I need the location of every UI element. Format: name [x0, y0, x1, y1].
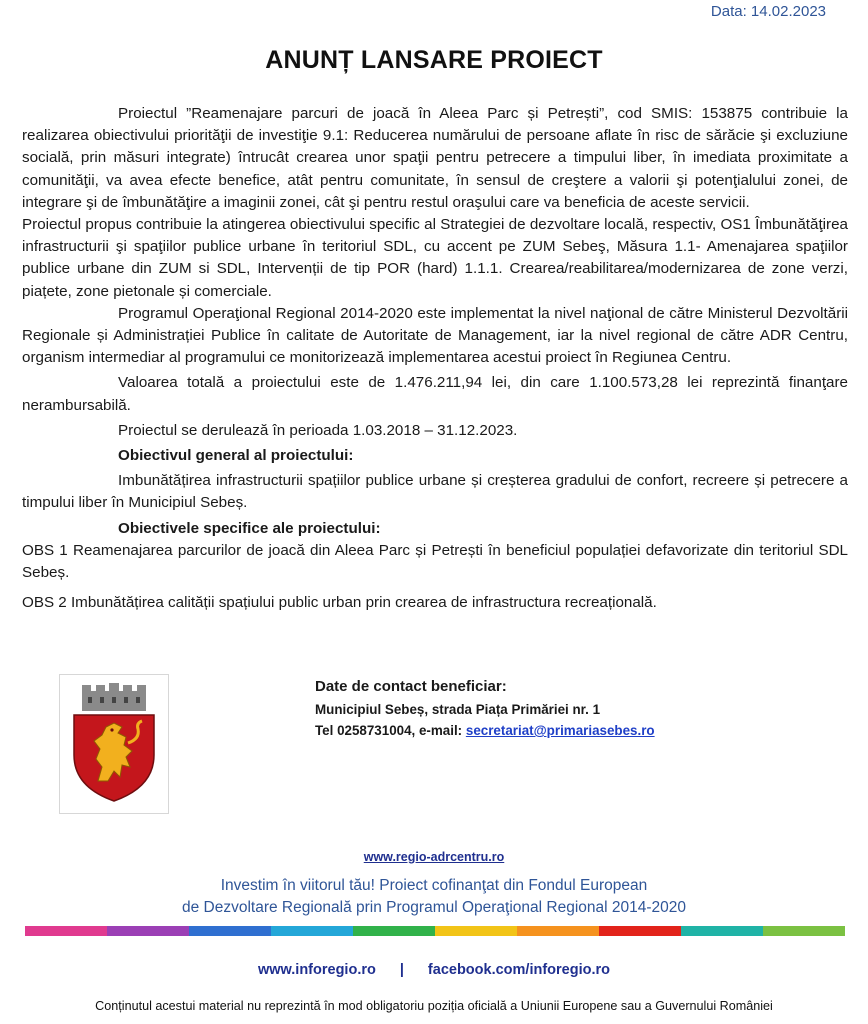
- slogan-line-1: Investim în viitorul tău! Proiect cofinanţat din Fondul European: [220, 877, 648, 894]
- objective-obs1: OBS 1 Reamenajarea parcurilor de joacă din Aleea Parc și Petrești în beneficiul populației defavorizate din teritoriul SDL Sebeș.: [22, 541, 848, 582]
- inforegio-link[interactable]: www.inforegio.ro: [257, 962, 376, 978]
- objective-obs2: OBS 2 Imbunătățirea calității spațiului public urban prin crearea de infrastructura recreațională.: [22, 594, 657, 612]
- paragraph-strategy: Proiectul propus contribuie la atingerea obiectivului specific al Strategiei de dezvoltare locală, respectiv, OS1 Îmbunătăţirea infrastructurii şi spaţiilor publice urbane în teritoriul SDL, cu accent pe ZUM Sebeş, Măsura 1.1- Amenajarea spaţiilor publice urbane din ZUM si SDL, Intervenții de tip POR (hard) 1.1.1. Crearea/reabilitarea/modernizarea de zone verzi, piațete, zone pietonale și comerciale.: [22, 216, 848, 300]
- email-link[interactable]: secretariat@primariasebes.ro: [465, 723, 655, 738]
- stripe-segment: [189, 926, 271, 936]
- contact-block: [315, 676, 655, 741]
- stripe-segment: [353, 926, 435, 936]
- stripe-segment: [599, 926, 681, 936]
- paragraph-general-objective: Imbunătățirea infrastructurii spațiilor publice urbane și creșterea gradului de confort, recreere și petrecere a timpului liber în Municipiul Sebeș.: [22, 472, 848, 512]
- paragraph-period: Proiectul se derulează în perioada 1.03.2018 – 31.12.2023.: [118, 421, 518, 439]
- date-label: Data: 14.02.2023: [710, 3, 826, 20]
- stripe-segment: [25, 926, 107, 936]
- slogan-line-2: de Dezvoltare Regională prin Programul Operaţional Regional 2014-2020: [181, 899, 687, 916]
- contact-phone-email: [315, 720, 655, 741]
- stripe-segment: [681, 926, 763, 936]
- stripe-segment: [107, 926, 189, 936]
- contact-address: Municipiul Sebeș, strada Piața Primăriei nr. 1: [315, 702, 601, 717]
- announcement-body: [22, 103, 848, 614]
- sebes-coat-of-arms: [59, 674, 169, 814]
- footer-separator: |: [399, 962, 404, 978]
- footer-links: [0, 962, 868, 978]
- stripe-segment: [271, 926, 353, 936]
- stripe-segment: [517, 926, 599, 936]
- paragraph-value: Valoarea totală a proiectului este de 1.476.211,94 lei, din care 1.100.573,28 lei reprezintă finanţare nerambursabilă.: [22, 374, 848, 414]
- coat-of-arms-icon: [68, 683, 160, 805]
- heading-general-objective: Obiectivul general al proiectului:: [118, 447, 354, 465]
- facebook-link[interactable]: facebook.com/inforegio.ro: [427, 962, 611, 978]
- paragraph-programme: Programul Operaţional Regional 2014-2020 este implementat la nivel naţional de către Ministerul Dezvoltării Regionale și Administrației Publice în calitate de Autoritate de Management, iar la nivel regional de către ADR Centru, organism intermediar al programului ce monitorizează implementarea acestui proiect în Regiunea Centru.: [22, 304, 848, 367]
- funding-slogan: [0, 875, 868, 919]
- contact-heading: Date de contact beneficiar:: [315, 678, 507, 695]
- paragraph-project-intro: Proiectul ”Reamenajare parcuri de joacă în Aleea Parc și Petrești”, cod SMIS: 153875 contribuie la realizarea obiectivului priorităţii de investiţie 9.1: Reducerea numărului de persoane aflate în risc de sărăcie şi excluziune socială, prin măsuri integrate) întrucât crearea unor spaţii pentru petrecere a timpului liber, în imediata proximitate a comunităţii, va avea efecte benefice, atât pentru comunitate, în sensul de creştere a valorii şi potenţialului zonei, de integrare şi de îmbunătăţire a imaginii zonei, cât şi pentru restul oraşului care va beneficia de aceste servicii.: [22, 105, 848, 211]
- regio-adrcentru-link[interactable]: www.regio-adrcentru.ro: [363, 850, 505, 864]
- stripe-segment: [763, 926, 845, 936]
- stripe-segment: [435, 926, 517, 936]
- disclaimer: Conținutul acestui material nu reprezintă în mod obligatoriu poziția oficială a Uniunii Europene sau a Guvernului României: [95, 999, 773, 1013]
- page-title: ANUNȚ LANSARE PROIECT: [265, 46, 603, 74]
- color-stripe: [25, 926, 845, 936]
- contact-phone: Tel 0258731004, e-mail:: [315, 723, 466, 738]
- heading-specific-objectives: Obiectivele specifice ale proiectului:: [118, 519, 381, 537]
